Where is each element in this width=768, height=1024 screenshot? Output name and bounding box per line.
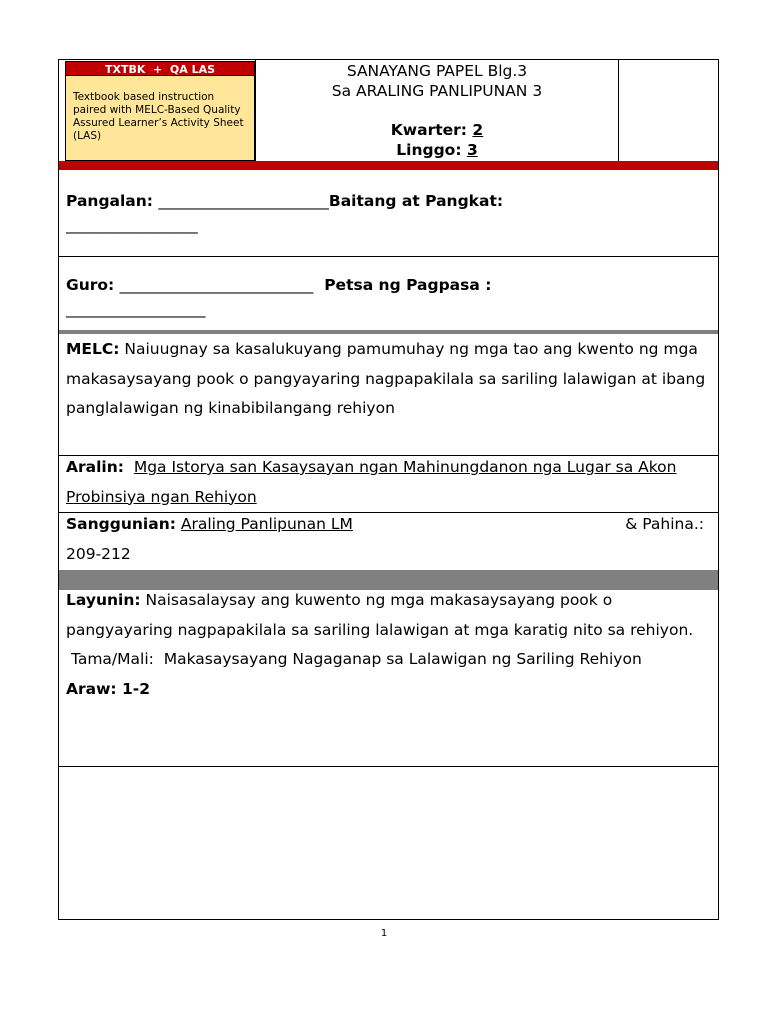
aralin-label: Aralin: [66, 458, 124, 476]
badge-description: Textbook based instruction paired with MELC-Based Quality Assured Learner’s Activity Sheet (LAS) [65, 76, 255, 161]
pahina-value: 209-212 [66, 544, 131, 563]
guro-blank[interactable]: _________________________ [119, 276, 314, 294]
linggo-value: 3 [466, 141, 478, 159]
baitang-label: Baitang at Pangkat: [328, 192, 504, 210]
worksheet-frame [58, 59, 719, 920]
baitang-blank[interactable]: _________________ [66, 216, 198, 234]
pangalan-blank[interactable]: ______________________ [158, 192, 329, 210]
kwarter-label: Kwarter: [390, 121, 473, 139]
guro-label: Guro: [66, 276, 120, 294]
gray-divider-thin [59, 330, 718, 334]
header-divider-right [618, 60, 619, 161]
layunin-text: Naisasalaysay ang kuwento ng mga makasaysayang pook o pangyayaring nagpapakilala sa sariling lalawigan at mga karatig nito sa rehiyon. [66, 591, 694, 639]
aralin-section [66, 453, 710, 512]
aralin-text: Mga Istorya san Kasaysayan ngan Mahinungdanon nga Lugar sa Akon Probinsiya ngan Rehiyon [66, 458, 677, 506]
pangalan-row [66, 189, 710, 237]
pangalan-label: Pangalan: [66, 192, 159, 210]
melc-text: Naiuugnay sa kasalukuyang pamumuhay ng mga tao ang kwento ng mga makasaysayang pook o pangyayaring nagpapakilala sa sariling lalawigan at ibang panglalawigan ng kinabibilangang rehiyon [66, 340, 706, 417]
kwarter [256, 120, 618, 140]
badge-label: TXTBK + QA LAS [65, 61, 255, 76]
layunin-label: Layunin: [66, 591, 141, 609]
pahina-label: & Pahina.: [625, 515, 704, 533]
red-divider-bar [59, 161, 718, 170]
linggo [256, 140, 618, 160]
petsa-blank[interactable]: __________________ [66, 300, 206, 318]
badge-panel [65, 60, 255, 161]
petsa-label: Petsa ng Pagpasa : [313, 276, 492, 294]
sanggunian-text: Araling Panlipunan LM [180, 515, 353, 533]
page-number: 1 [380, 928, 388, 939]
title-line-2: Sa ARALING PANLIPUNAN 3 [331, 82, 543, 100]
layunin-activity: Tama/Mali: Makasaysayang Nagaganap sa Lalawigan ng Sariling Rehiyon [66, 650, 642, 668]
answer-area[interactable] [59, 767, 718, 919]
guro-row [66, 273, 710, 321]
kwarter-value: 2 [472, 121, 484, 139]
melc-label: MELC: [66, 340, 120, 358]
sanggunian-section [66, 510, 710, 569]
title-line-1: SANAYANG PAPEL Blg.3 [346, 62, 528, 80]
worksheet-title [256, 60, 618, 161]
linggo-label: Linggo: [396, 141, 467, 159]
layunin-section [66, 586, 710, 704]
row-divider [59, 256, 718, 257]
araw: Araw: 1-2 [66, 679, 151, 698]
sanggunian-label: Sanggunian: [66, 515, 176, 533]
melc-section [66, 335, 710, 424]
